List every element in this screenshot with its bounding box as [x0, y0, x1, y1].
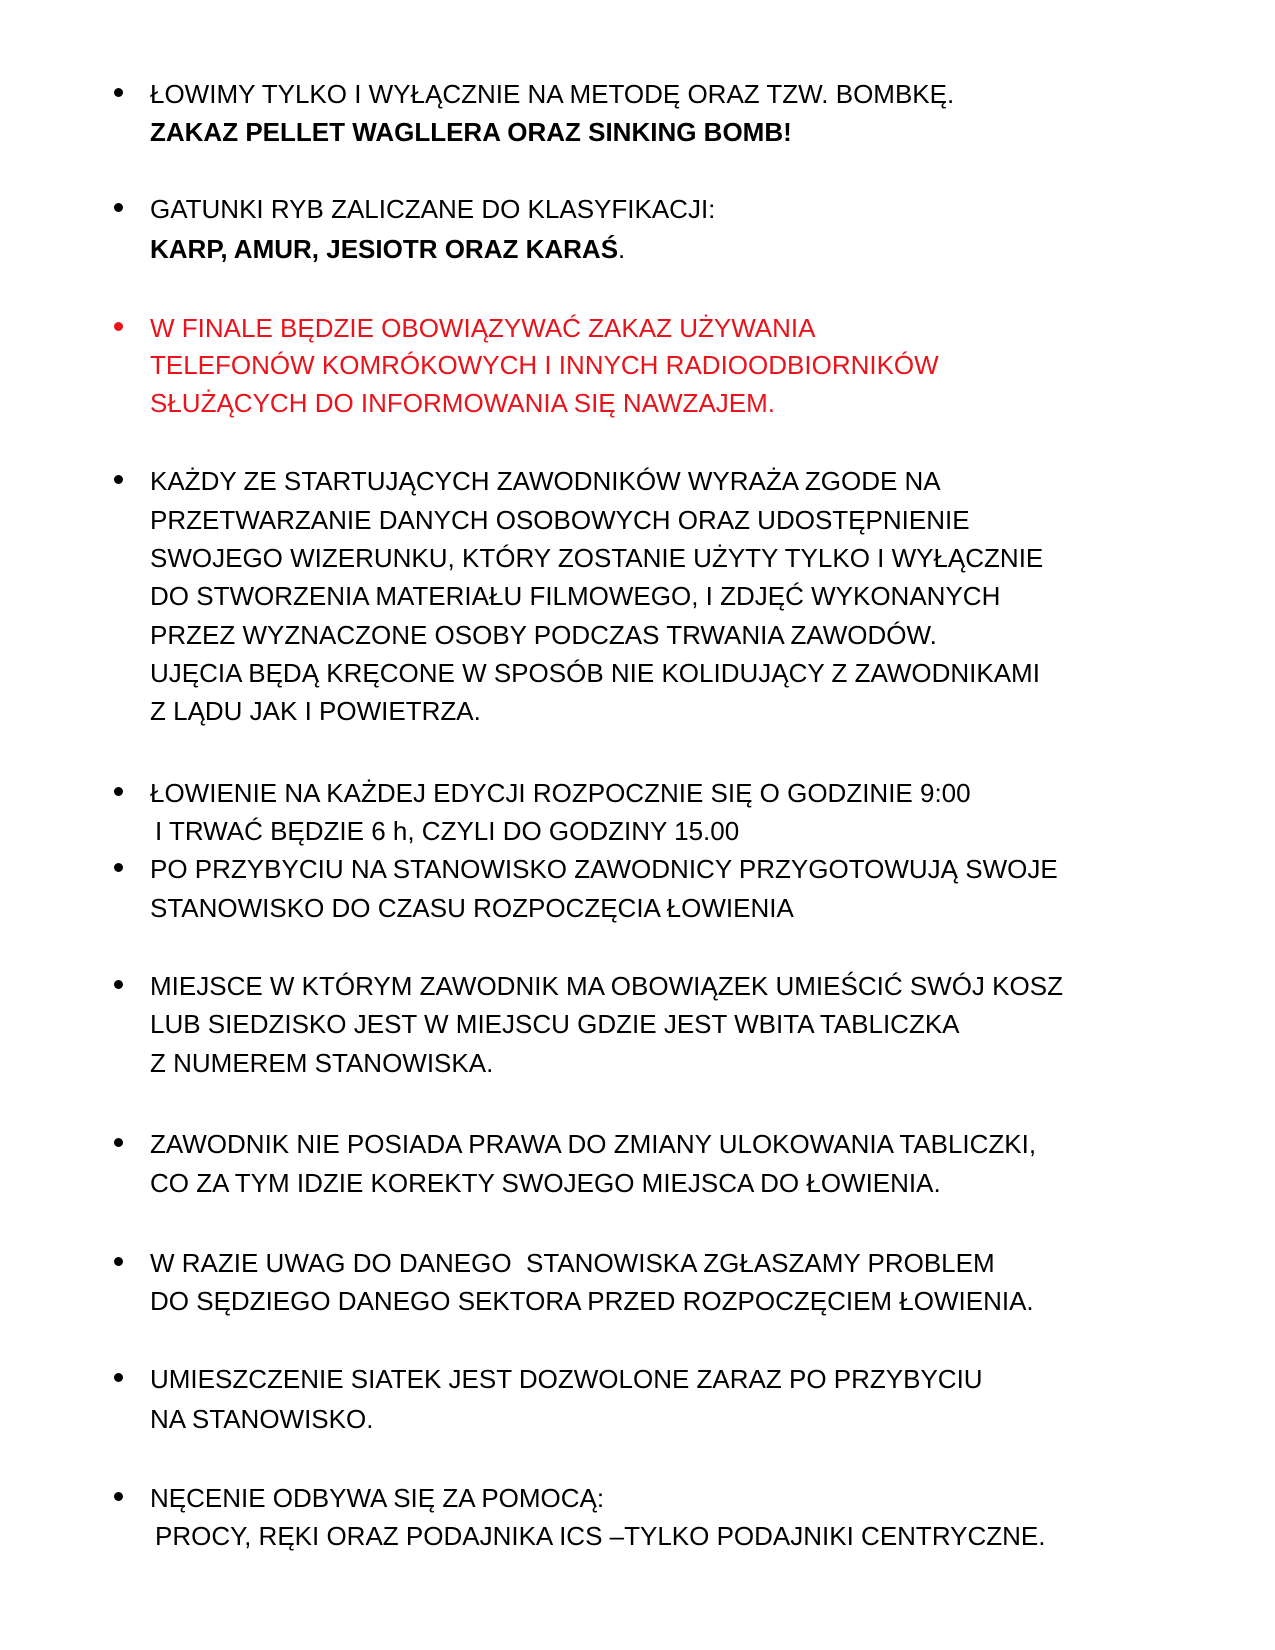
rule-line: NA STANOWISKO. [150, 1404, 374, 1434]
rule-line [150, 234, 625, 264]
rule-line-warning: W FINALE BĘDZIE OBOWIĄZYWAĆ ZAKAZ UŻYWANIA [150, 313, 816, 343]
rule-line: STANOWISKO DO CZASU ROZPOCZĘCIA ŁOWIENIA [150, 893, 794, 923]
rule-line: GATUNKI RYB ZALICZANE DO KLASYFIKACJI: [150, 194, 716, 224]
bullet-icon [114, 1373, 123, 1382]
rule-line: DO SĘDZIEGO DANEGO SEKTORA PRZED ROZPOCZĘCIEM ŁOWIENIA. [150, 1286, 1034, 1316]
rule-line: KAŻDY ZE STARTUJĄCYCH ZAWODNIKÓW WYRAŻA ZGODE NA [150, 466, 941, 496]
rule-line: ŁOWIENIE NA KAŻDEJ EDYCJI ROZPOCZNIE SIĘ O GODZINIE 9:00 [150, 778, 971, 808]
rule-line: ŁOWIMY TYLKO I WYŁĄCZNIE NA METODĘ ORAZ TZW. BOMBKĘ. [150, 79, 955, 109]
rule-line: DO STWORZENIA MATERIAŁU FILMOWEGO, I ZDJĘĆ WYKONANYCH [150, 581, 1001, 611]
bullet-icon [114, 787, 123, 796]
rule-line: Z LĄDU JAK I POWIETRZA. [150, 696, 481, 726]
bullet-icon [114, 863, 123, 872]
rule-line: UJĘCIA BĘDĄ KRĘCONE W SPOSÓB NIE KOLIDUJĄCY Z ZAWODNIKAMI [150, 658, 1040, 688]
rule-line: W RAZIE UWAG DO DANEGO STANOWISKA ZGŁASZAMY PROBLEM [150, 1248, 995, 1278]
rule-line: PRZEZ WYZNACZONE OSOBY PODCZAS TRWANIA ZAWODÓW. [150, 620, 937, 650]
bullet-icon [114, 203, 123, 212]
bullet-icon [114, 322, 123, 331]
bullet-icon [114, 1257, 123, 1266]
rule-line: ZAWODNIK NIE POSIADA PRAWA DO ZMIANY ULOKOWANIA TABLICZKI, [150, 1129, 1037, 1159]
bullet-icon [114, 88, 123, 97]
rule-line: LUB SIEDZISKO JEST W MIEJSCU GDZIE JEST WBITA TABLICZKA [150, 1009, 960, 1039]
rule-line-warning: SŁUŻĄCYCH DO INFORMOWANIA SIĘ NAWZAJEM. [150, 388, 776, 418]
bullet-icon [114, 1492, 123, 1501]
rule-line: I TRWAĆ BĘDZIE 6 h, CZYLI DO GODZINY 15.00 [155, 816, 740, 846]
rule-line: UMIESZCZENIE SIATEK JEST DOZWOLONE ZARAZ PO PRZYBYCIU [150, 1364, 983, 1394]
rule-line: SWOJEGO WIZERUNKU, KTÓRY ZOSTANIE UŻYTY TYLKO I WYŁĄCZNIE [150, 543, 1044, 573]
species-list: KARP, AMUR, JESIOTR ORAZ KARAŚ [150, 234, 619, 264]
rule-line-bold: ZAKAZ PELLET WAGLLERA ORAZ SINKING BOMB! [150, 117, 792, 147]
rule-line: NĘCENIE ODBYWA SIĘ ZA POMOCĄ: [150, 1483, 605, 1513]
rule-line: PO PRZYBYCIU NA STANOWISKO ZAWODNICY PRZYGOTOWUJĄ SWOJE [150, 854, 1058, 884]
rule-line: Z NUMEREM STANOWISKA. [150, 1048, 494, 1078]
species-list-period: . [618, 234, 626, 264]
bullet-icon [114, 980, 123, 989]
rule-line-warning: TELEFONÓW KOMRÓKOWYCH I INNYCH RADIOODBIORNIKÓW [150, 350, 939, 380]
rule-line: PROCY, RĘKI ORAZ PODAJNIKA ICS –TYLKO PODAJNIKI CENTRYCZNE. [155, 1521, 1046, 1551]
bullet-icon [114, 1138, 123, 1147]
rule-line: PRZETWARZANIE DANYCH OSOBOWYCH ORAZ UDOSTĘPNIENIE [150, 505, 970, 535]
rule-line: CO ZA TYM IDZIE KOREKTY SWOJEGO MIEJSCA DO ŁOWIENIA. [150, 1168, 941, 1198]
rule-line: MIEJSCE W KTÓRYM ZAWODNIK MA OBOWIĄZEK UMIEŚCIĆ SWÓJ KOSZ [150, 971, 1063, 1001]
bullet-icon [114, 475, 123, 484]
